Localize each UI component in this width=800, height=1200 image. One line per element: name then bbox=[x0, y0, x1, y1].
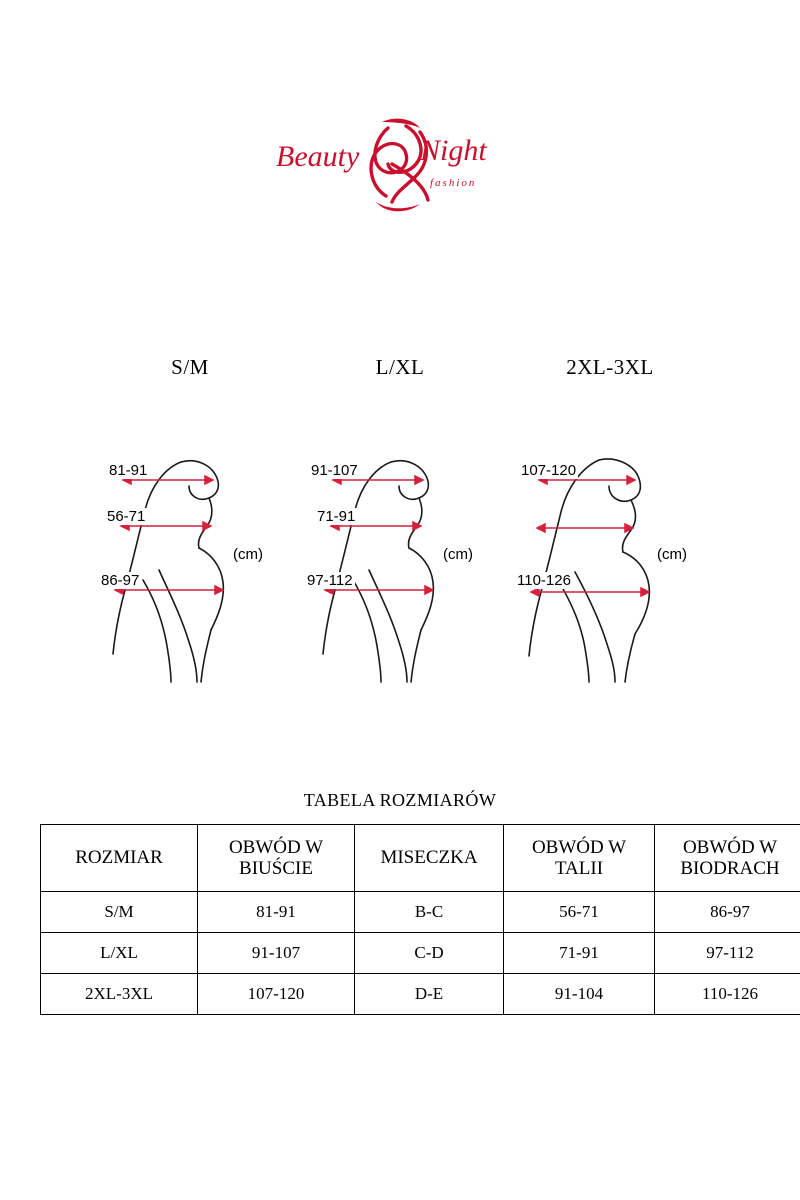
cell-hips: 110-126 bbox=[655, 974, 800, 1015]
figure-column-lxl bbox=[295, 355, 505, 684]
waist-value: 56-71 bbox=[107, 508, 146, 525]
cell-hips: 97-112 bbox=[655, 933, 800, 974]
figure-title: S/M bbox=[171, 355, 209, 379]
cell-size: S/M bbox=[41, 892, 198, 933]
table-row bbox=[41, 892, 800, 933]
table-row bbox=[41, 933, 800, 974]
figure-body bbox=[295, 394, 505, 684]
bust-value: 91-107 bbox=[311, 462, 358, 479]
column-header-waist: OBWÓD W TALII bbox=[504, 825, 655, 892]
figure-body bbox=[505, 394, 715, 684]
brand-logo bbox=[0, 110, 800, 225]
table-row bbox=[41, 974, 800, 1015]
bust-value: 81-91 bbox=[109, 462, 148, 479]
size-table bbox=[40, 824, 800, 1015]
figure-body bbox=[85, 394, 295, 684]
hips-value: 86-97 bbox=[101, 572, 140, 589]
hips-value: 97-112 bbox=[307, 572, 353, 589]
cell-bust: 81-91 bbox=[198, 892, 355, 933]
unit-label: (cm) bbox=[657, 546, 687, 563]
cell-size: L/XL bbox=[41, 933, 198, 974]
size-figures bbox=[0, 355, 800, 684]
cell-waist: 91-104 bbox=[504, 974, 655, 1015]
cell-bust: 107-120 bbox=[198, 974, 355, 1015]
column-header-bust: OBWÓD W BIUŚCIE bbox=[198, 825, 355, 892]
cell-bust: 91-107 bbox=[198, 933, 355, 974]
body-silhouette-icon bbox=[295, 394, 505, 684]
cell-cup: D-E bbox=[355, 974, 504, 1015]
column-header-cup: MISECZKA bbox=[355, 825, 504, 892]
column-header-size: ROZMIAR bbox=[41, 825, 198, 892]
cell-hips: 86-97 bbox=[655, 892, 800, 933]
cell-waist: 71-91 bbox=[504, 933, 655, 974]
cell-waist: 56-71 bbox=[504, 892, 655, 933]
logo-word-fashion: fashion bbox=[430, 177, 477, 189]
bust-value: 107-120 bbox=[521, 462, 577, 479]
body-silhouette-icon bbox=[85, 394, 295, 684]
figure-title: L/XL bbox=[375, 355, 425, 379]
figure-title: 2XL-3XL bbox=[566, 355, 654, 379]
logo-word-beauty: Beauty bbox=[276, 140, 360, 173]
hips-value: 110-126 bbox=[517, 572, 571, 589]
unit-label: (cm) bbox=[233, 546, 263, 563]
cell-size: 2XL-3XL bbox=[41, 974, 198, 1015]
cell-cup: B-C bbox=[355, 892, 504, 933]
unit-label: (cm) bbox=[443, 546, 473, 563]
figure-column-2xl3xl bbox=[505, 355, 715, 684]
cell-cup: C-D bbox=[355, 933, 504, 974]
figure-column-sm bbox=[85, 355, 295, 684]
column-header-hips: OBWÓD W BIODRACH bbox=[655, 825, 800, 892]
waist-value: 71-91 bbox=[317, 508, 356, 525]
logo-word-night: Night bbox=[420, 134, 487, 167]
logo-icon bbox=[270, 110, 530, 220]
table-header-row bbox=[41, 825, 800, 892]
body-silhouette-icon bbox=[505, 394, 715, 684]
table-caption: TABELA ROZMIARÓW bbox=[303, 790, 497, 810]
